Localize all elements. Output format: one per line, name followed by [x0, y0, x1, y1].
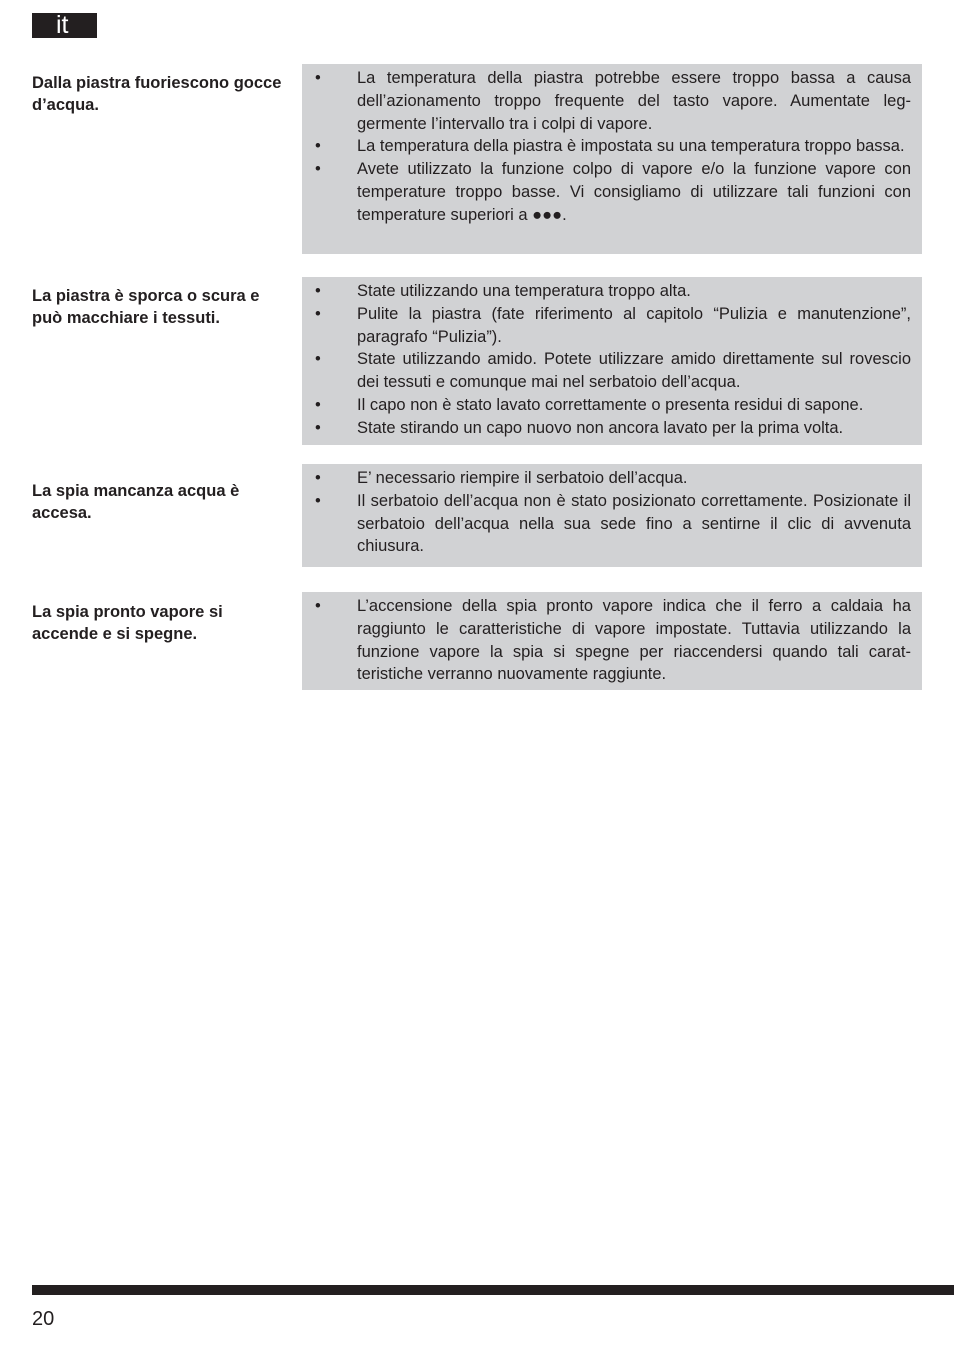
- problem-text: La piastra è sporca o scura e può macchiare i tessuti.: [32, 287, 260, 327]
- solution-text: L’accensione della spia pronto vapore indica che il ferro a caldaia ha raggiunto le caratteristiche di vapore impostate. Tuttavia utilizzando la funzione vapore la spia si spegne per riaccendersi quando tali caratteristiche verranno nuovamente raggiunte.: [357, 597, 911, 684]
- footer-divider: [32, 1285, 954, 1295]
- list-item: [313, 595, 911, 686]
- list-item: [313, 417, 911, 440]
- bullet-icon: •: [315, 350, 321, 369]
- bullet-icon: •: [315, 597, 321, 615]
- bullet-icon: •: [315, 469, 321, 487]
- bullet-icon: •: [315, 395, 321, 414]
- bullet-icon: •: [315, 160, 321, 179]
- bullet-icon: •: [315, 69, 321, 87]
- bullet-icon: •: [315, 418, 321, 437]
- bullet-icon: •: [315, 137, 321, 156]
- solution-text: Avete utilizzato la funzione colpo di vapore e/o la funzione vapore con temperature troppo basse. Vi consigliamo di utilizzare tali funzioni con temperature superiori a ●●●.: [357, 160, 911, 224]
- list-item: [313, 280, 911, 303]
- solution-text: State stirando un capo nuovo non ancora lavato per la prima volta.: [357, 418, 844, 437]
- solution-text: Il capo non è stato lavato correttamente o presenta residui di sapone.: [357, 395, 864, 414]
- list-item: [313, 394, 911, 417]
- solution-box: [302, 277, 922, 445]
- solution-text: E’ necessario riempire il serbatoio dell’acqua.: [357, 469, 688, 487]
- list-item: [313, 135, 911, 158]
- solution-text: La temperatura della piastra è impostata su una temperatura troppo bassa.: [357, 137, 905, 156]
- bullet-icon: •: [315, 491, 321, 510]
- list-item: [313, 490, 911, 558]
- language-tag: it: [32, 13, 97, 38]
- solution-text: La temperatura della piastra potrebbe essere troppo bassa a causa dell’azionamento troppo frequente del tasto vapore. Aumentate leggermente l’intervallo tra i colpi di vapore.: [357, 69, 911, 133]
- problem-text: La spia pronto vapore si accende e si spegne.: [32, 603, 223, 643]
- solution-box: [302, 592, 922, 690]
- solution-box: [302, 64, 922, 254]
- solution-text: Pulite la piastra (fate riferimento al capitolo “Pulizia e manutenzione”, paragrafo “Pulizia”).: [357, 304, 911, 346]
- solution-text: Il serbatoio dell’acqua non è stato posizionato correttamente. Posizionate il serbatoio dell’acqua nella sua sede fino a sentirne il clic di avvenuta chiusura.: [357, 491, 911, 556]
- list-item: [313, 67, 911, 135]
- list-item: [313, 158, 911, 226]
- solution-text: State utilizzando amido. Potete utilizzare amido direttamente sul rovescio dei tessuti e comunque mai nel serbatoio dell’acqua.: [357, 350, 911, 392]
- problem-text: La spia mancanza acqua è accesa.: [32, 482, 240, 522]
- bullet-icon: •: [315, 282, 321, 300]
- list-item: [313, 303, 911, 349]
- problem-text: Dalla piastra fuoriescono gocce d’acqua.: [32, 74, 282, 114]
- list-item: [313, 467, 911, 490]
- page-number: 20: [32, 1308, 55, 1330]
- list-item: [313, 348, 911, 394]
- bullet-icon: •: [315, 304, 321, 323]
- solution-text: State utilizzando una temperatura troppo alta.: [357, 282, 691, 300]
- solution-box: [302, 464, 922, 567]
